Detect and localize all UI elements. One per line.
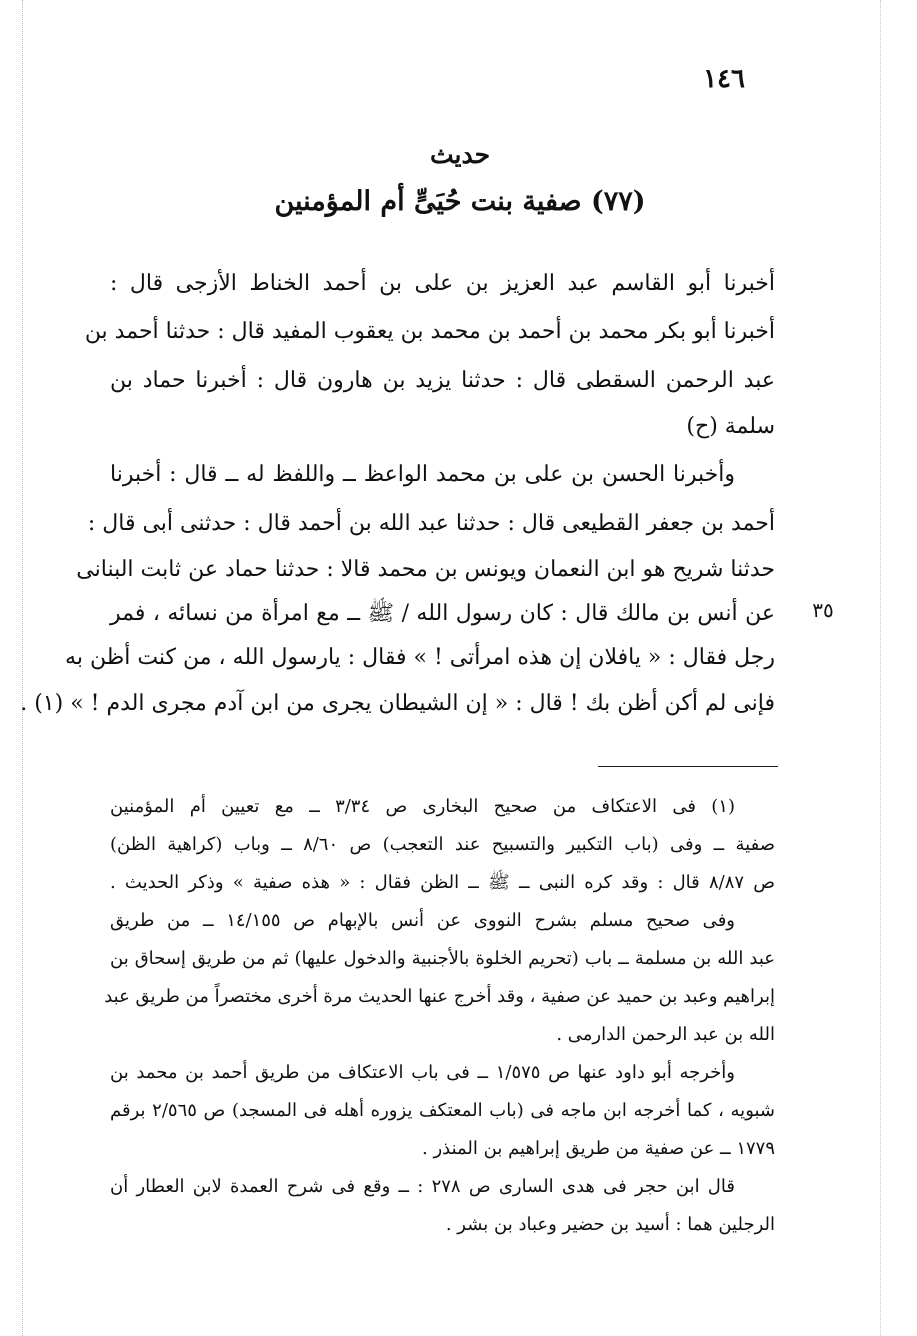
margin-line-number: ٣٥ bbox=[812, 598, 834, 622]
body-line: عن أنس بن مالك قال : كان رسول الله / ﷺ ــ مع امرأة من نسائه ، فمر bbox=[110, 601, 775, 626]
footnote-line: الرجلين هما : أسيد بن حضير وعباد بن بشر . bbox=[445, 1214, 775, 1235]
footnote-separator bbox=[598, 766, 778, 767]
body-line: فإنى لم أكن أظن بك ! قال : « إن الشيطان يجرى من ابن آدم مجرى الدم ! » (١) . bbox=[20, 691, 775, 716]
footnote-line: إبراهيم وعبد بن حميد عن صفية ، وقد أخرج عنها الحديث مرة أخرى مختصراً من طريق عبد bbox=[104, 986, 775, 1007]
body-line: حدثنا شريح هو ابن النعمان ويونس بن محمد قالا : حدثنا حماد عن ثابت البنانى bbox=[76, 557, 775, 582]
footnote-line: ١٧٧٩ ــ عن صفية من طريق إبراهيم بن المنذر . bbox=[422, 1138, 775, 1159]
footnote-line: (١) فى الاعتكاف من صحيح البخارى ص ٣/٣٤ ــ مع تعيين أم المؤمنين bbox=[110, 796, 735, 817]
scan-edge-right bbox=[880, 0, 881, 1336]
hadith-title: (٧٧) صفية بنت حُيَىٍّ أم المؤمنين bbox=[274, 186, 646, 217]
footnote-line: شبويه ، كما أخرجه ابن ماجه فى (باب المعتكف يزوره أهله فى المسجد) ص ٢/٥٦٥ برقم bbox=[110, 1100, 776, 1121]
footnote-line: ص ٨/٨٧ قال : وقد كره النبى ــ ﷺ ــ الظن فقال : « هذه صفية » وذكر الحديث . bbox=[110, 872, 776, 893]
body-line: أخبرنا أبو القاسم عبد العزيز بن على بن أحمد الخناط الأزجى قال : bbox=[110, 271, 775, 296]
footnote-line: عبد الله بن مسلمة ــ باب (تحريم الخلوة بالأجنبية والدخول عليها) ثم من طريق إسحاق بن bbox=[110, 948, 775, 969]
body-line: رجل فقال : « يافلان إن هذه امرأتى ! » فقال : يارسول الله ، من كنت أظن به bbox=[65, 645, 775, 670]
scan-edge-left bbox=[22, 0, 23, 1336]
body-line: سلمة (ح) bbox=[686, 414, 775, 439]
footnote-line: صفية ــ وفى (باب التكبير والتسبيح عند التعجب) ص ٨/٦٠ ــ وباب (كراهية الظن) bbox=[110, 834, 775, 855]
section-heading: حديث bbox=[429, 140, 491, 169]
body-line: عبد الرحمن السقطى قال : حدثنا يزيد بن هارون قال : أخبرنا حماد بن bbox=[110, 368, 775, 393]
body-line: أخبرنا أبو بكر محمد بن أحمد بن محمد بن يعقوب المفيد قال : حدثنا أحمد بن bbox=[84, 319, 775, 344]
footnote-line: وأخرجه أبو داود عنها ص ١/٥٧٥ ــ فى باب الاعتكاف من طريق أحمد بن محمد بن bbox=[110, 1062, 735, 1083]
body-line: وأخبرنا الحسن بن على بن محمد الواعظ ــ واللفظ له ــ قال : أخبرنا bbox=[110, 462, 735, 487]
page-number: ١٤٦ bbox=[703, 64, 745, 94]
footnote-line: وفى صحيح مسلم بشرح النووى عن أنس بالإبهام ص ١٤/١٥٥ ــ من طريق bbox=[110, 910, 735, 931]
body-line: أحمد بن جعفر القطيعى قال : حدثنا عبد الله بن أحمد قال : حدثنى أبى قال : bbox=[87, 511, 775, 536]
footnote-line: قال ابن حجر فى هدى السارى ص ٢٧٨ : ــ وقع فى شرح العمدة لابن العطار أن bbox=[110, 1176, 735, 1197]
footnote-line: الله بن عبد الرحمن الدارمى . bbox=[556, 1024, 775, 1045]
